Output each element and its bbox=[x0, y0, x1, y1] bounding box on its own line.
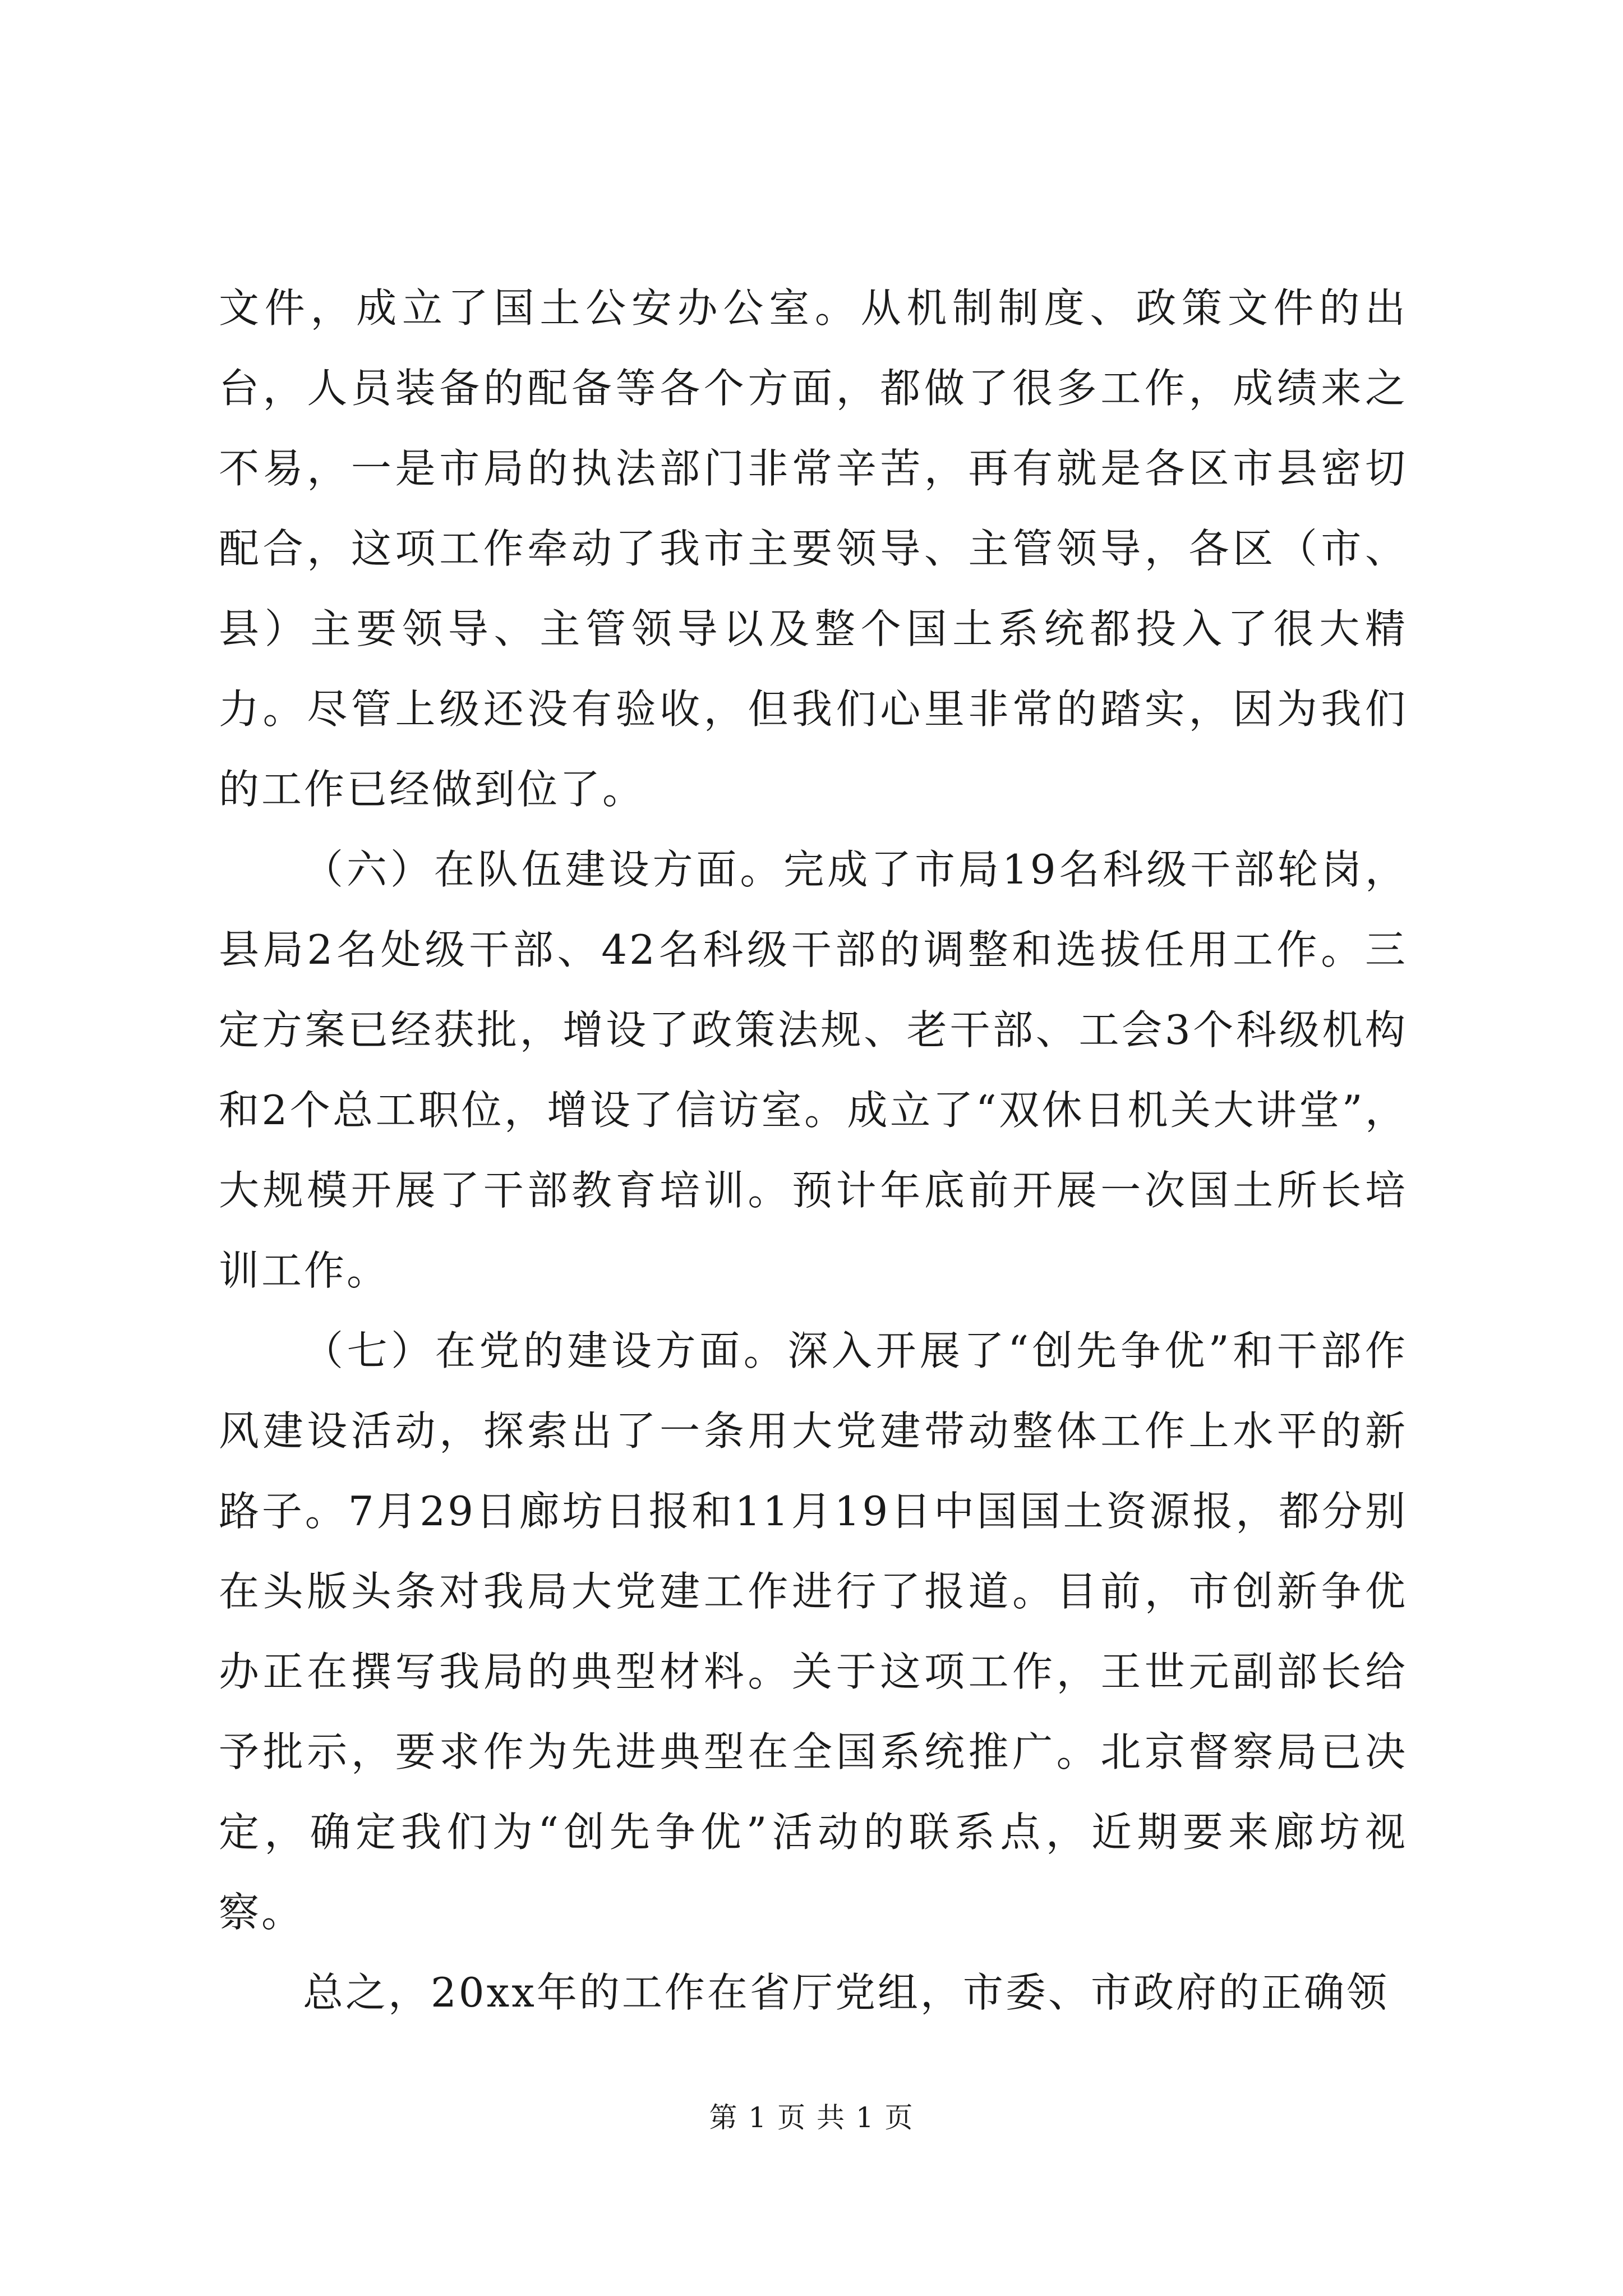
paragraph-party-building: （七）在党的建设方面。深入开展了“创先争优”和干部作风建设活动，探索出了一条用大党建带动整体工作上水平的新路子。7月29日廊坊日报和11月19日中国国土资源报，都分别在头版头条对我局大党建工作进行了报道。目前，市创新争优办正在撰写我局的典型材料。关于这项工作，王世元副部长给予批示，要求作为先进典型在全国系统推广。北京督察局已决定，确定我们为“创先争优”活动的联系点，近期要来廊坊视察。 bbox=[219, 1327, 1408, 1936]
paragraph-continuation: 文件，成立了国土公安办公室。从机制制度、政策文件的出台，人员装备的配备等各个方面，都做了很多工作，成绩来之不易，一是市局的执法部门非常辛苦，再有就是各区市县密切配合，这项工作牵动了我市主要领导、主管领导，各区（市、县）主要领导、主管领导以及整个国土系统都投入了很大精力。尽管上级还没有验收，但我们心里非常的踏实，因为我们的工作已经做到位了。 bbox=[219, 284, 1408, 813]
page-footer: 第 1 页 共 1 页 bbox=[709, 2101, 914, 2134]
paragraph-summary: 总之，20xx年的工作在省厅党组，市委、市政府的正确领 bbox=[303, 1969, 1389, 2016]
paragraph-team-building: （六）在队伍建设方面。完成了市局19名科级干部轮岗，县局2名处级干部、42名科级干部的调整和选拔任用工作。三定方案已经获批，增设了政策法规、老干部、工会3个科级机构和2个总工职位，增设了信访室。成立了“双休日机关大讲堂”，大规模开展了干部教育培训。预计年底前开展一次国土所长培训工作。 bbox=[219, 846, 1408, 1294]
document-body bbox=[219, 268, 1408, 2033]
